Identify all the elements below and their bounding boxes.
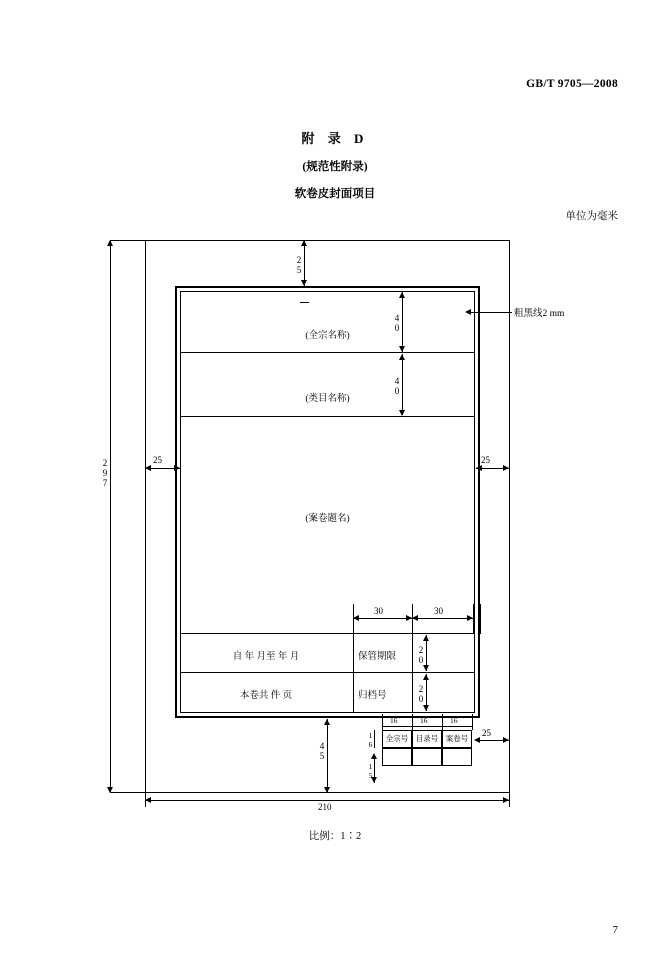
divider-fonds-bottom [180, 352, 475, 353]
code-box-fonds-value [382, 748, 412, 766]
arrow-left-margin-left [145, 465, 151, 471]
dim-code-box-offset: 15 [366, 762, 375, 780]
arrow-col-30b-left [412, 615, 418, 621]
arrow-col-30a-left [353, 615, 359, 621]
divider-bottom-left-col [353, 633, 354, 713]
arrow-page-height-down [107, 787, 113, 793]
field-volume-count: 本卷共 件 页 [239, 691, 293, 701]
arrow-row-fonds-down [399, 346, 405, 352]
dim-row-fonds: 40 [392, 313, 402, 333]
arrow-code-right-right [503, 737, 509, 743]
dim-edge-1: 1 [477, 606, 482, 616]
arrow-right-margin-left [476, 465, 482, 471]
dim-code-box-w1: 16 [390, 716, 398, 725]
ext-tick-code-c [442, 714, 443, 730]
arrow-row-category-down [399, 410, 405, 416]
note-thick-line: 粗黑线2 mm [514, 309, 565, 319]
arrow-page-width-left [145, 797, 151, 803]
annex-subtitle: (规范性附录) [302, 161, 368, 173]
arrow-left-margin-right [174, 465, 180, 471]
ext-tick-code-d [472, 714, 473, 730]
annex-heading: 软卷皮封面项目 [294, 188, 376, 200]
center-tick-mark [300, 302, 309, 303]
ext-line-col-30b [412, 618, 473, 619]
field-category-name: (类目名称) [305, 394, 350, 404]
code-box-file: 案卷号 [442, 730, 472, 748]
ext-line-page-height [110, 240, 111, 793]
dim-margin-bottom-right: 25 [482, 728, 491, 738]
arrow-row-fonds-up [399, 292, 405, 298]
arrow-row-retention-down [423, 665, 429, 671]
field-file-title: (案卷题名) [305, 514, 350, 524]
arrow-bottom-45-up [324, 719, 330, 725]
divider-title-bottom [180, 633, 475, 634]
field-archive-code: 归档号 [358, 691, 387, 701]
arrow-page-width-right [503, 797, 509, 803]
arrow-row-archive-up [423, 674, 429, 680]
leader-line-thick [468, 312, 512, 313]
arrow-row-category-up [399, 354, 405, 360]
ext-line-row-category [402, 354, 403, 415]
arrow-right-margin-right [503, 465, 509, 471]
dim-page-width: 210 [318, 802, 332, 812]
ext-line-col-30a [353, 618, 412, 619]
dim-row-retention: 20 [416, 645, 426, 665]
arrow-row-archive-down [423, 705, 429, 711]
code-box-fonds: 全宗号 [382, 730, 412, 748]
dim-margin-left: 25 [153, 455, 162, 465]
code-box-catalog-value [412, 748, 442, 766]
annex-title: 附 录 D [301, 131, 369, 146]
arrow-bottom-45-down [324, 787, 330, 793]
arrow-code-right-left [474, 737, 480, 743]
leader-arrow-thick [465, 309, 471, 315]
arrow-col-30b-right [467, 615, 473, 621]
ext-tick-code-b [412, 714, 413, 730]
dim-row-archive: 20 [416, 684, 426, 704]
dim-row-category: 40 [392, 376, 402, 396]
code-box-file-value [442, 748, 472, 766]
ext-tick-height-top [110, 240, 146, 241]
ext-tick-col-c [473, 604, 474, 634]
divider-retention-bottom [180, 672, 475, 673]
arrow-top-margin-up [301, 240, 307, 246]
dim-col-right-30: 30 [434, 606, 443, 616]
ext-line-page-width [145, 800, 510, 801]
ext-tick-height-bottom [110, 792, 146, 793]
ext-tick-width-right [509, 793, 510, 807]
ext-tick-code-a [382, 714, 383, 730]
arrow-top-margin-down [301, 280, 307, 286]
divider-bottom-mid-col [412, 633, 413, 713]
scale-note: 比例：1∶2 [308, 831, 362, 842]
dim-code-box-h: 16 [366, 731, 375, 749]
ext-line-bottom-45 [327, 719, 328, 793]
dim-margin-top: 25 [294, 255, 304, 275]
dim-col-left-30: 30 [374, 606, 383, 616]
divider-category-bottom [180, 416, 475, 417]
field-fonds-name: (全宗名称) [305, 331, 350, 341]
arrow-page-height-up [107, 240, 113, 246]
arrow-code-offset-up [371, 753, 377, 759]
unit-note: 单位为毫米 [565, 211, 618, 222]
field-retention-period: 保管期限 [358, 652, 397, 662]
ext-line-row-fonds [402, 292, 403, 352]
page-number: 7 [612, 924, 618, 936]
ext-line-code-widths [382, 726, 472, 727]
standard-number: GB/T 9705—2008 [526, 78, 618, 90]
arrow-row-retention-up [423, 635, 429, 641]
dim-bottom-45: 45 [317, 741, 327, 761]
field-date-range: 自 年 月至 年 月 [232, 652, 300, 662]
dim-code-box-w3: 16 [450, 716, 458, 725]
dim-page-height: 297 [100, 458, 110, 488]
dim-code-box-w2: 16 [420, 716, 428, 725]
dim-margin-right: 25 [481, 455, 490, 465]
code-box-catalog: 目录号 [412, 730, 442, 748]
